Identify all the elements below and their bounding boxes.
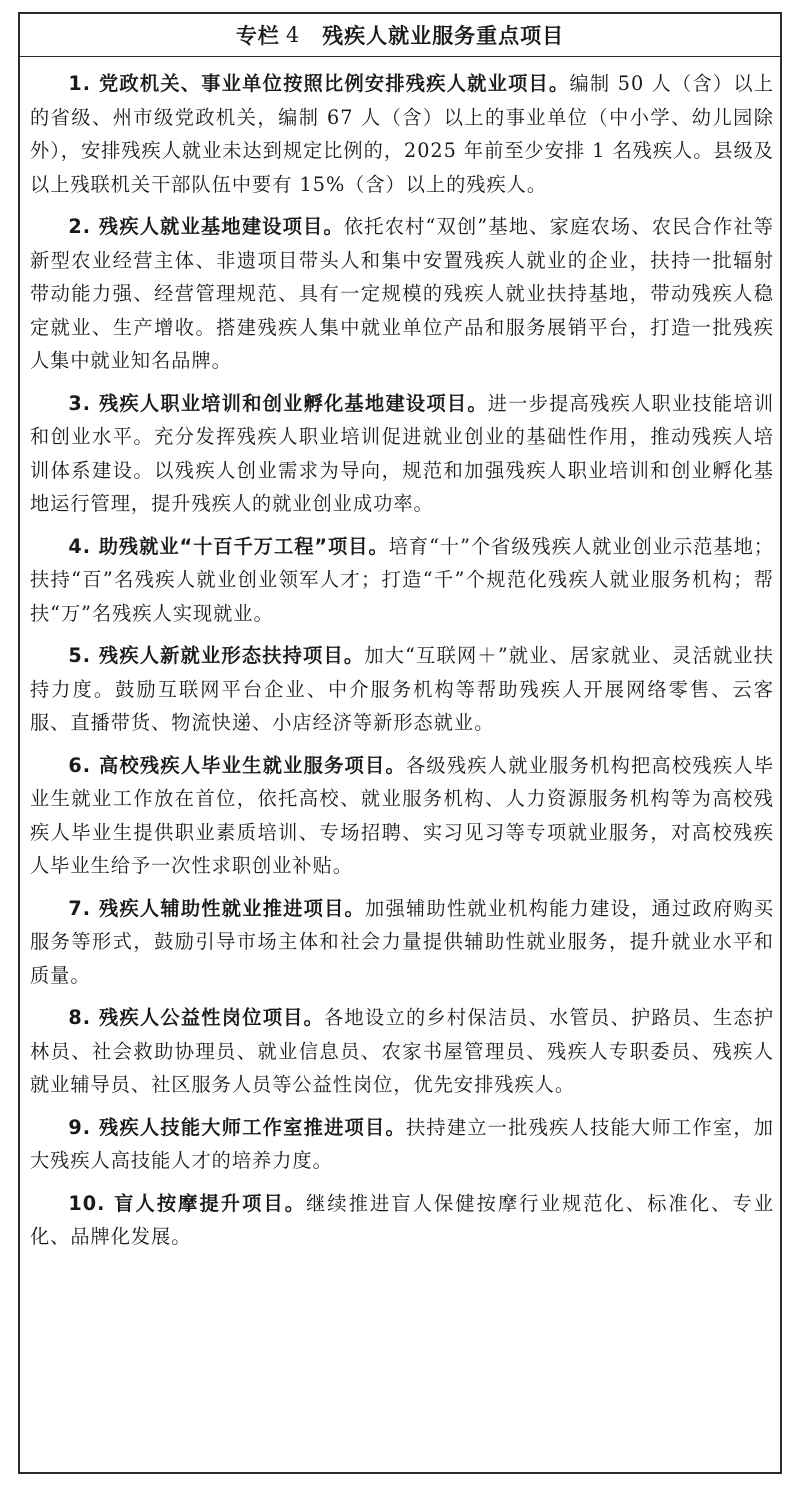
project-title: 3. 残疾人职业培训和创业孵化基地建设项目。: [68, 391, 488, 415]
project-item-10: [30, 1187, 774, 1254]
project-title: 6. 高校残疾人毕业生就业服务项目。: [68, 753, 406, 777]
project-title: 2. 残疾人就业基地建设项目。: [68, 215, 344, 238]
project-body: 继续推进盲人保健按摩行业规范化、标准化、专业化、品牌化发展。: [30, 1191, 775, 1248]
project-body: 加大“互联网＋”就业、居家就业、灵活就业扶持力度。鼓励互联网平台企业、中介服务机构等帮助残疾人开展网络零售、云客服、直播带货、物流快递、小店经济等新形态就业。: [30, 644, 774, 734]
project-item-6: [30, 749, 774, 883]
project-body: 加强辅助性就业机构能力建设，通过政府购买服务等形式，鼓励引导市场主体和社会力量提供辅助性就业服务，提升就业水平和质量。: [30, 896, 775, 987]
project-item-1: [30, 67, 774, 201]
column-title: 残疾人就业服务重点项目: [322, 24, 565, 48]
column-number: 4: [285, 23, 301, 47]
project-item-4: [30, 530, 774, 631]
project-title: 1. 党政机关、事业单位按照比例安排残疾人就业项目。: [68, 72, 570, 95]
project-body: 依托农村“双创”基地、家庭农场、农民合作社等新型农业经营主体、非遗项目带头人和集中安置残疾人就业的企业，扶持一批辐射带动能力强、经营管理规范、具有一定规模的残疾人就业扶持基地，带动残疾人稳定就业、生产增收。搭建残疾人集中就业单位产品和服务展销平台，打造一批残疾人集中就业知名品牌。: [30, 215, 774, 372]
column-content: [20, 57, 780, 1254]
project-body: 扶持建立一批残疾人技能大师工作室，加大残疾人高技能人才的培养力度。: [30, 1115, 774, 1172]
project-body: 培育“十”个省级残疾人就业创业示范基地；扶持“百”名残疾人就业创业领军人才；打造“千”个规范化残疾人就业服务机构；帮扶“万”名残疾人实现就业。: [30, 534, 774, 625]
project-title: 9. 残疾人技能大师工作室推进项目。: [68, 1115, 406, 1139]
project-body: 各级残疾人就业服务机构把高校残疾人毕业生就业工作放在首位，依托高校、就业服务机构、人力资源服务机构等为高校残疾人毕业生提供职业素质培训、专场招聘、实习见习等专项就业服务，对高校残疾人毕业生给予一次性求职创业补贴。: [30, 753, 774, 877]
column-header: [20, 14, 780, 57]
project-title: 10. 盲人按摩提升项目。: [68, 1191, 307, 1215]
project-item-2: [30, 210, 774, 378]
project-item-7: [30, 892, 774, 993]
project-title: 7. 残疾人辅助性就业推进项目。: [68, 896, 366, 920]
project-title: 8. 残疾人公益性岗位项目。: [68, 1006, 325, 1029]
column-label: 专栏: [235, 24, 280, 48]
project-item-5: [30, 639, 774, 740]
column-box: [18, 12, 782, 1474]
project-title: 4. 助残就业“十百千万工程”项目。: [68, 534, 389, 558]
project-item-9: [30, 1111, 774, 1178]
project-item-3: [30, 387, 774, 521]
project-body: 进一步提高残疾人职业技能培训和创业水平。充分发挥残疾人职业培训促进就业创业的基础性作用，推动残疾人培训体系建设。以残疾人创业需求为导向，规范和加强残疾人职业培训和创业孵化基地运行管理，提升残疾人的就业创业成功率。: [30, 391, 775, 515]
project-body: 各地设立的乡村保洁员、水管员、护路员、生态护林员、社会救助协理员、就业信息员、农家书屋管理员、残疾人专职委员、残疾人就业辅导员、社区服务人员等公益性岗位，优先安排残疾人。: [30, 1006, 775, 1096]
project-item-8: [30, 1001, 774, 1102]
project-title: 5. 残疾人新就业形态扶持项目。: [68, 644, 365, 667]
project-body: 编制 50 人（含）以上的省级、州市级党政机关，编制 67 人（含）以上的事业单位（中小学、幼儿园除外），安排残疾人就业未达到规定比例的，2025 年前至少安排 1 名残疾人。县级及以上残联机关干部队伍中要有 15%（含）以上的残疾人。: [30, 72, 774, 196]
